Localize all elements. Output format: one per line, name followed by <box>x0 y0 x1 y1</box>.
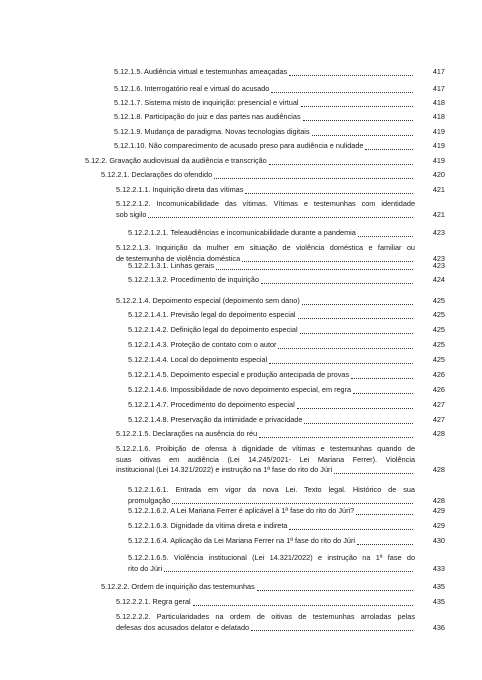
toc-entry[interactable] <box>128 553 415 574</box>
toc-entry[interactable] <box>128 415 415 426</box>
toc-entry-title: 5.12.1.6. Interrogatório real e virtual do acusado <box>114 84 270 93</box>
dot-leader <box>312 135 413 136</box>
toc-entry[interactable] <box>128 310 415 321</box>
toc-entry-title-line: 5.12.2.1.3. Inquirição da mulher em situação de violência doméstica e familiar ou <box>116 243 415 252</box>
dot-leader <box>357 544 413 545</box>
toc-entry[interactable] <box>128 485 415 506</box>
toc-entry-title: sob sigilo <box>116 209 147 219</box>
toc-entry-title-line: 5.12.2.1.6.5. Violência institucional (Lei 14.321/2022) e instrução na 1ª fase do <box>128 553 415 562</box>
dot-leader <box>334 473 413 474</box>
toc-page-number: 430 <box>432 536 445 545</box>
toc-entry-title: 5.12.2. Gravação audiovisual da audiência e transcrição <box>85 156 267 165</box>
toc-entry[interactable] <box>101 582 415 593</box>
toc-entry-title: institucional (Lei 14.321/2022) e instrução na 1ª fase do rito do Júri <box>116 465 333 475</box>
toc-page-number: 417 <box>432 67 445 76</box>
toc-page-number: 428 <box>432 465 445 475</box>
toc-page-number: 421 <box>432 185 445 194</box>
dot-leader <box>301 106 413 107</box>
toc-entry[interactable] <box>128 261 415 272</box>
dot-leader <box>261 283 413 284</box>
toc-page-number: 424 <box>432 275 445 284</box>
dot-leader <box>278 348 413 349</box>
toc-page-number: 429 <box>432 521 445 530</box>
toc-entry-title-line: 5.12.2.1.2. Incomunicabilidade das vítimas. Vítimas e testemunhas com identidade <box>116 199 415 208</box>
toc-entry-title-line: 5.12.2.1.6.1. Entrada em vigor da nova Lei. Texto legal. Histórico de sua <box>128 485 415 494</box>
toc-entry[interactable] <box>114 112 415 123</box>
dot-leader <box>259 437 413 438</box>
dot-leader <box>356 514 413 515</box>
toc-entry-title: 5.12.2.1.4. Depoimento especial (depoimento sem dano) <box>116 296 300 305</box>
toc-entry[interactable] <box>128 325 415 336</box>
toc-entry-title: 5.12.2.1.3.2. Procedimento de inquirição <box>128 275 260 284</box>
toc-entry-title: 5.12.2.1.4.8. Preservação da intimidade e privacidade <box>128 415 303 424</box>
toc-entry-title: 5.12.2.1.6.3. Dignidade da vítima direta e indireta <box>128 521 288 530</box>
toc-page-number: 433 <box>432 563 445 573</box>
toc-page-number: 419 <box>432 156 445 165</box>
toc-entry-title: 5.12.2.1.4.7. Procedimento do depoimento especial <box>128 400 295 409</box>
toc-entry[interactable] <box>85 156 415 167</box>
toc-entry[interactable] <box>128 275 415 286</box>
toc-entry[interactable] <box>116 597 415 608</box>
toc-page-number: 417 <box>432 84 445 93</box>
dot-leader <box>303 120 413 121</box>
toc-page-number: 418 <box>432 112 445 121</box>
toc-page-number: 425 <box>432 340 445 349</box>
toc-entry-title: 5.12.2.1.6.4. Aplicação da Lei Mariana Ferrer na 1ª fase do rito do Júri <box>128 536 356 545</box>
dot-leader <box>193 605 413 606</box>
dot-leader <box>297 408 413 409</box>
toc-page-number: 423 <box>432 228 445 237</box>
toc-entry[interactable] <box>101 170 415 181</box>
toc-page-number: 425 <box>432 310 445 319</box>
toc-entry[interactable] <box>114 127 415 138</box>
toc-page-number: 420 <box>432 170 445 179</box>
toc-entry[interactable] <box>116 296 415 307</box>
dot-leader <box>365 149 413 150</box>
toc-page-number: 423 <box>432 261 445 270</box>
toc-entry-title: 5.12.1.7. Sistema misto de inquirição: presencial e virtual <box>114 98 299 107</box>
toc-page-number: 428 <box>432 429 445 438</box>
toc-page-number: 429 <box>432 506 445 515</box>
toc-entry-title: 5.12.2.1.1. Inquirição direta das vítimas <box>116 185 244 194</box>
toc-entry[interactable] <box>116 612 415 633</box>
toc-entry-title: 5.12.2.1. Declarações do ofendido <box>101 170 213 179</box>
toc-page-number: 427 <box>432 400 445 409</box>
toc-entry-title-line: 5.12.2.2.2. Particularidades na ordem de oitivas de testemunhas arroladas pelas <box>116 612 415 621</box>
toc-page-number: 425 <box>432 355 445 364</box>
toc-entry[interactable] <box>114 67 415 78</box>
toc-entry-title: 5.12.2.1.4.6. Impossibilidade de novo depoimento especial, em regra <box>128 385 352 394</box>
toc-entry-title: 5.12.2.2.1. Regra geral <box>116 597 191 606</box>
toc-page-number: 418 <box>432 98 445 107</box>
toc-entry-title: 5.12.1.8. Participação do juiz e das partes nas audiências <box>114 112 301 121</box>
dot-leader <box>302 304 413 305</box>
dot-leader <box>289 75 413 76</box>
toc-entry[interactable] <box>116 185 415 196</box>
dot-leader <box>271 92 413 93</box>
toc-entry-title: 5.12.2.2. Ordem de inquirição das testemunhas <box>101 582 255 591</box>
toc-entry[interactable] <box>114 84 415 95</box>
dot-leader <box>351 378 413 379</box>
toc-entry[interactable] <box>128 400 415 411</box>
dot-leader <box>148 217 413 218</box>
dot-leader <box>257 590 413 591</box>
toc-entry[interactable] <box>116 444 415 476</box>
toc-entry-title: 5.12.2.1.3.1. Linhas gerais <box>128 261 215 270</box>
toc-page-number: 436 <box>432 622 445 632</box>
toc-entry[interactable] <box>116 199 415 220</box>
dot-leader <box>289 529 413 530</box>
toc-entry-title-line: 5.12.2.1.6. Proibição de ofensa à dignidade de vítimas e testemunhas quando de <box>116 444 415 453</box>
toc-page-number: 425 <box>432 296 445 305</box>
toc-page-number: 435 <box>432 582 445 591</box>
toc-entry[interactable] <box>128 536 415 547</box>
toc-entry[interactable] <box>116 429 415 440</box>
toc-entry[interactable] <box>128 355 415 366</box>
toc-entry[interactable] <box>114 98 415 109</box>
toc-page-number: 419 <box>432 127 445 136</box>
toc-entry-title: 5.12.2.1.6.2. A Lei Mariana Ferrer é aplicável à 1ª fase do rito do Júri? <box>128 506 355 515</box>
dot-leader <box>251 630 413 631</box>
toc-entry-title: 5.12.2.1.4.3. Proteção de contato com o autor <box>128 340 277 349</box>
toc-entry-title: 5.12.2.1.4.1. Previsão legal do depoimento especial <box>128 310 296 319</box>
toc-entry-title: defesas dos acusados delator e delatado <box>116 622 250 632</box>
dot-leader <box>164 571 413 572</box>
toc-entry-title: rito do Júri <box>128 563 163 573</box>
toc-page-number: 425 <box>432 325 445 334</box>
toc-page-number: 419 <box>432 141 445 150</box>
toc-entry[interactable] <box>128 370 415 381</box>
toc-entry-title: 5.12.1.5. Audiência virtual e testemunhas ameaçadas <box>114 67 288 76</box>
dot-leader <box>304 423 413 424</box>
dot-leader <box>245 193 413 194</box>
toc-page-number: 427 <box>432 415 445 424</box>
dot-leader <box>358 236 413 237</box>
dot-leader <box>269 164 413 165</box>
toc-entry-title: 5.12.2.1.2.1. Teleaudiências e incomunicabilidade durante a pandemia <box>128 228 356 237</box>
toc-entry[interactable] <box>128 228 415 239</box>
toc-entry-title: 5.12.2.1.4.2. Definição legal do depoimento especial <box>128 325 298 334</box>
toc-entry-title-line: suas oitivas em audiência (Lei 14.245/2021- Lei Mariana Ferrer). Violência <box>116 454 415 464</box>
dot-leader <box>300 333 413 334</box>
dot-leader <box>214 178 413 179</box>
toc-entry-title: 5.12.1.10. Não comparecimento de acusado preso para audiência e nulidade <box>114 141 364 150</box>
toc-entry[interactable] <box>114 141 415 152</box>
toc-entry[interactable] <box>128 340 415 351</box>
toc-entry[interactable] <box>128 506 415 517</box>
toc-page-number: 435 <box>432 597 445 606</box>
toc-page-number: 421 <box>432 209 445 219</box>
toc-entry-title: 5.12.2.1.4.4. Local do depoimento especial <box>128 355 268 364</box>
toc-page-number: 423 <box>432 253 445 263</box>
toc-entry-title: promulgação <box>128 495 171 505</box>
toc-entry-title: 5.12.2.1.4.5. Depoimento especial e produção antecipada de provas <box>128 370 350 379</box>
dot-leader <box>216 269 413 270</box>
toc-page-number: 426 <box>432 385 445 394</box>
dot-leader <box>172 503 413 504</box>
toc-entry-title: 5.12.1.9. Mudança de paradigma. Novas tecnologias digitais <box>114 127 310 136</box>
toc-page-number: 428 <box>432 495 445 505</box>
dot-leader <box>298 318 413 319</box>
dot-leader <box>269 363 413 364</box>
toc-entry-title: de testemunha de violência doméstica <box>116 253 241 263</box>
dot-leader <box>353 393 413 394</box>
toc-entry[interactable] <box>128 385 415 396</box>
toc-entry[interactable] <box>128 521 415 532</box>
toc-page-number: 426 <box>432 370 445 379</box>
toc-entry-title: 5.12.2.1.5. Declarações na ausência do réu <box>116 429 258 438</box>
